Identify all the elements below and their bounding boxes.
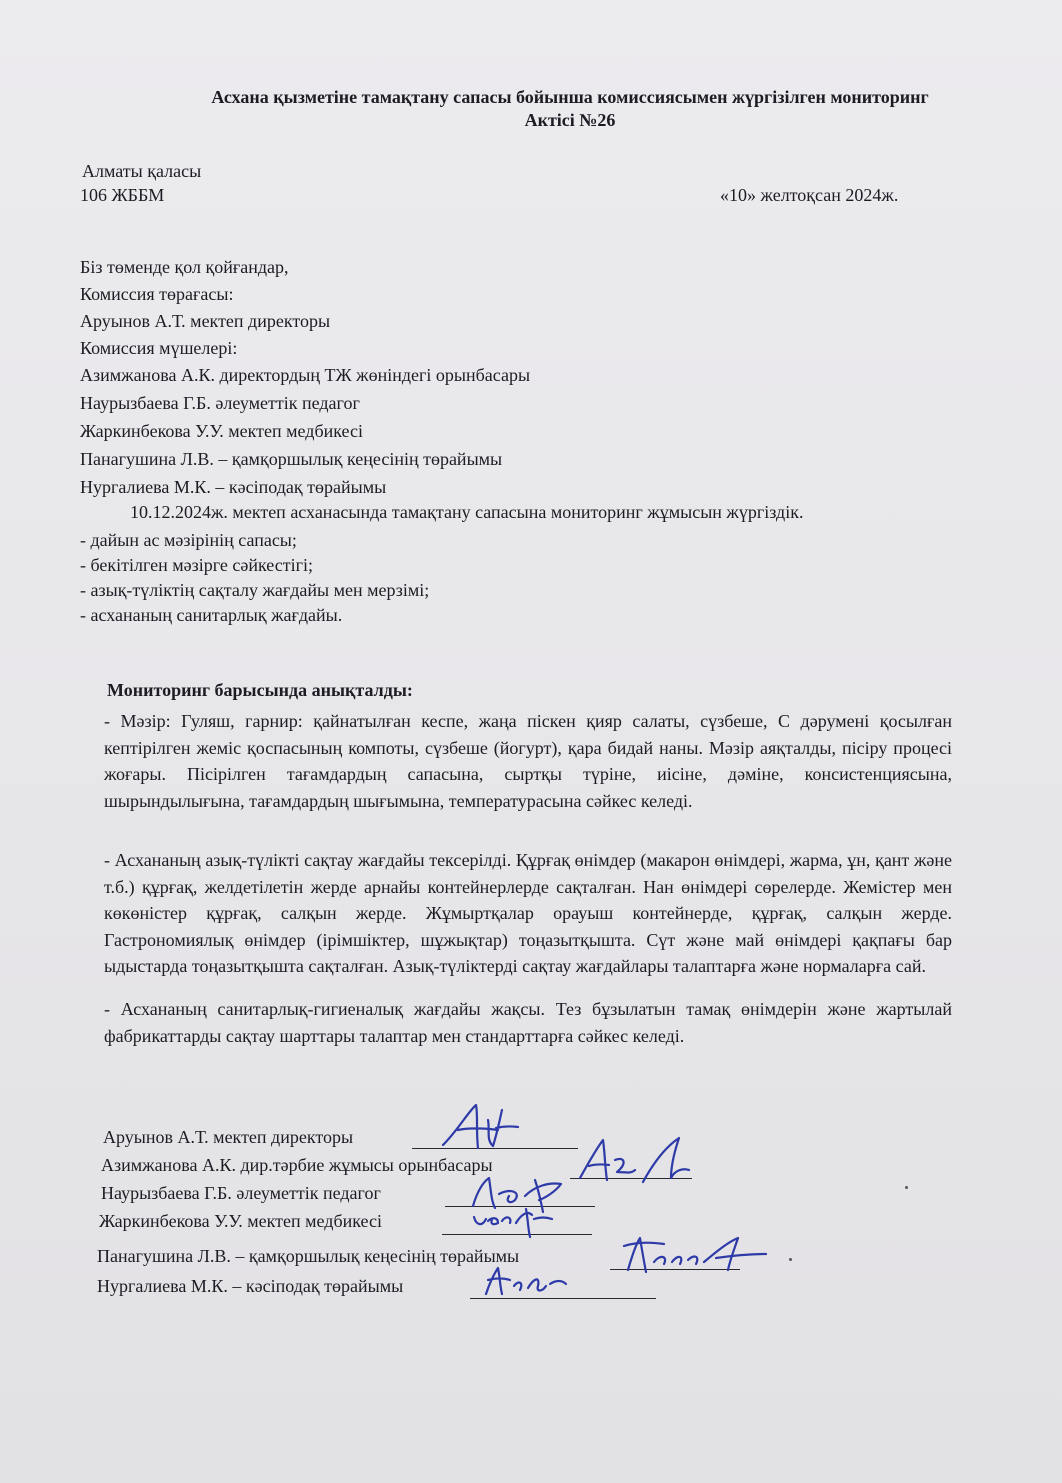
handwritten-signature-union (480, 1262, 570, 1307)
signature-line-nurse: Жаркинбекова У.У. мектеп медбикесі (99, 1211, 382, 1231)
intro-line: Комиссия мүшелері: (80, 338, 238, 358)
findings-heading: Мониторинг барысында анықталды: (107, 680, 413, 700)
school-name: 106 ЖББМ (80, 185, 165, 205)
intro-line: Аруынов А.Т. мектеп директоры (80, 311, 331, 331)
signature-line-director: Аруынов А.Т. мектеп директоры (103, 1127, 354, 1147)
handwritten-signature-director (438, 1100, 528, 1165)
checklist-item: - азық-түліктің сақталу жағдайы мен мерзімі; (80, 580, 430, 600)
signature-line-social-pedagogue: Наурызбаева Г.Б. әлеуметтік педагог (101, 1183, 381, 1203)
city: Алматы қаласы (82, 161, 202, 181)
stray-mark (789, 1258, 792, 1261)
intro-line: Азимжанова А.К. директордың ТЖ жөніндегі орынбасары (80, 365, 531, 385)
act-number: Актісі №26 (524, 110, 616, 130)
intro-line: Біз төменде қол қойғандар, (80, 257, 289, 277)
findings-paragraph-sanitary: - Асхананың санитарлық-гигиеналық жағдайы жақсы. Тез бұзылатын тамақ өнімдерін және жартылай фабрикаттарды сақтау шарттары талаптар мен стандарттарға сәйкес келеді. (104, 999, 952, 1046)
handwritten-signature-deputy (575, 1130, 695, 1195)
stray-mark (905, 1186, 908, 1189)
monitoring-statement: 10.12.2024ж. мектеп асханасында тамақтану сапасына мониторинг жұмысын жүргіздік. (130, 502, 804, 522)
handwritten-signature-nurse (470, 1205, 560, 1245)
signature-line-trustees: Панагушина Л.В. – қамқоршылық кеңесінің төрайымы (97, 1246, 520, 1266)
signature-line-union: Нургалиева М.К. – кәсіподақ төрайымы (97, 1276, 404, 1296)
checklist-item: - бекітілген мәзірге сәйкестігі; (80, 555, 313, 575)
checklist-item: - асхананың санитарлық жағдайы. (80, 605, 343, 625)
intro-line: Жаркинбекова У.У. мектеп медбикесі (80, 421, 363, 441)
findings-paragraph-storage: - Асхананың азық-түлікті сақтау жағдайы тексерілді. Құрғақ өнімдер (макарон өнімдері, жарма, ұн, қант және т.б.) құрғақ, желдетілетін жерде арнайы контейнерлерде сақталған. Нан өнімдері сөрелерде. Жемістер мен көкөністер құрғақ, салқын жерде. Жұмыртқалар орауыш контейнерде, құрғақ, салқын жерде. Гастрономиялық өнімдер (ірімшіктер, шұжықтар) тоңазытқышта. Сүт және май өнімдері қақпағы бар ыдыстарда тоңазытқышта сақталған. Азық-түліктерді сақтау жағдайлары талаптарға және нормаларға сай. (104, 850, 952, 976)
intro-line: Панагушина Л.В. – қамқоршылық кеңесінің төрайымы (80, 449, 503, 469)
document-date: «10» желтоқсан 2024ж. (720, 185, 899, 205)
intro-line: Наурызбаева Г.Б. әлеуметтік педагог (80, 393, 360, 413)
intro-line: Нургалиева М.К. – кәсіподақ төрайымы (80, 477, 387, 497)
handwritten-signature-trustees (620, 1232, 770, 1282)
findings-paragraph-menu: - Мәзір: Гуляш, гарнир: қайнатылған кеспе, жаңа піскен қияр салаты, сүзбеше, С дәрумені қосылған кептірілген жеміс қоспасының компоты, сүзбеше (йогурт), қара бидай наны. Мәзір аяқталды, пісіру процесі жоғары. Пісірілген тағамдардың сапасына, сыртқы түріне, иісіне, дәміне, консистенциясына, шырындылығына, тағамдардың шығымына, температурасына сәйкес келеді. (104, 711, 952, 811)
signature-line-deputy: Азимжанова А.К. дир.тәрбие жұмысы орынбасары (101, 1155, 493, 1175)
intro-line: Комиссия төрағасы: (80, 284, 234, 304)
document-title: Асхана қызметіне тамақтану сапасы бойынша комиссиясымен жүргізілген мониторинг (211, 87, 929, 107)
checklist-item: - дайын ас мәзірінің сапасы; (80, 530, 297, 550)
